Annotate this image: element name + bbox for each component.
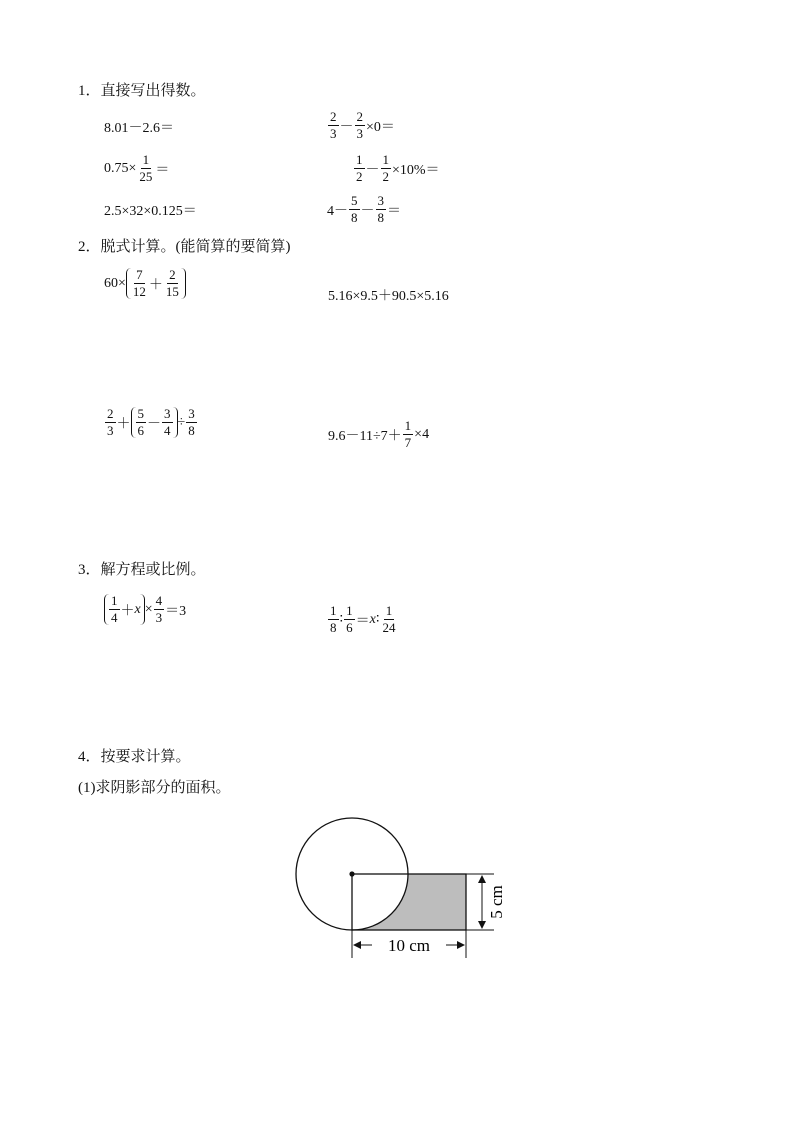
fraction: $\frac{5}{8}$ xyxy=(351,193,358,225)
expr-prefix: 60× xyxy=(104,275,126,291)
fraction: $\frac{1}{2}$ xyxy=(356,152,363,184)
expr-tail: ×10%＝ xyxy=(392,162,440,178)
fraction: $\frac{1}{7}$ xyxy=(404,418,412,450)
s1-item-e-text: 2.5×32×0.125＝ xyxy=(104,204,197,219)
fraction: $\frac{1}{24}$ xyxy=(382,603,396,635)
s1-item-c xyxy=(104,153,169,184)
fraction: $\frac{1}{8}$ xyxy=(330,603,337,635)
s1-item-a-text: 8.01－2.6＝ xyxy=(104,121,174,136)
s3-item-b xyxy=(327,604,399,635)
operator: ＋ xyxy=(148,277,163,293)
expr-prefix: 4－ xyxy=(327,203,348,219)
s1-item-d xyxy=(353,153,440,184)
expr-tail: ＝ xyxy=(387,203,401,219)
fraction: $\frac{1}{4}$ xyxy=(111,593,118,625)
fraction: $\frac{3}{4}$ xyxy=(164,406,171,438)
center-point xyxy=(349,871,354,876)
fraction: $\frac{1}{2}$ xyxy=(382,152,389,184)
s3-item-a xyxy=(104,594,186,625)
parenthesis-group xyxy=(104,594,145,625)
operator: － xyxy=(147,416,161,432)
operator: ÷ xyxy=(177,414,186,430)
parenthesis-group xyxy=(131,407,178,438)
expr-tail: ×4 xyxy=(414,426,430,442)
operator: ＋ xyxy=(120,603,135,619)
shaded-area-figure xyxy=(280,800,520,970)
s1-item-f xyxy=(327,194,401,225)
ratio-colon: ∶ xyxy=(375,612,380,627)
expr-prefix: 0.75× xyxy=(104,160,137,176)
expr-tail: ×0＝ xyxy=(366,119,395,135)
operator: × xyxy=(144,601,153,617)
operator: － xyxy=(339,119,354,135)
fraction: $\frac{1}{6}$ xyxy=(346,603,353,635)
variable-x: x xyxy=(134,601,141,617)
s2-item-d xyxy=(328,419,429,450)
operator: － xyxy=(365,162,380,178)
s2-item-b-text: 5.16×9.5＋90.5×5.16 xyxy=(328,289,449,304)
section2-heading: 2．脱式计算。(能简算的要简算) xyxy=(78,239,291,255)
fraction: $\frac{3}{8}$ xyxy=(188,406,195,438)
section1-heading: 1．直接写出得数。 xyxy=(78,83,206,99)
s1-item-a xyxy=(104,118,174,136)
section4-heading: 4．按要求计算。 xyxy=(78,749,191,765)
expr-prefix: 9.6－11÷7＋ xyxy=(328,428,402,444)
shaded-region xyxy=(352,874,466,930)
height-label: 5 cm xyxy=(487,885,506,919)
fraction: $\frac{2}{15}$ xyxy=(165,267,179,299)
s2-item-b xyxy=(328,286,449,304)
fraction: $\frac{4}{3}$ xyxy=(155,593,163,625)
fraction: $\frac{3}{8}$ xyxy=(377,193,384,225)
fraction: $\frac{2}{3}$ xyxy=(356,109,363,141)
s1-item-b xyxy=(327,110,395,141)
ratio-colon: ∶ xyxy=(339,612,344,627)
expr-tail: ＝ xyxy=(155,162,170,178)
fraction: $\frac{2}{3}$ xyxy=(330,109,337,141)
fraction: $\frac{5}{6}$ xyxy=(137,406,144,438)
variable-x: x xyxy=(369,611,376,627)
section4-subheading: (1)求阴影部分的面积。 xyxy=(78,780,231,796)
s2-item-a xyxy=(104,268,186,299)
fraction: $\frac{1}{25}$ xyxy=(139,152,153,184)
operator: ＋ xyxy=(116,416,131,432)
fraction: $\frac{7}{12}$ xyxy=(132,267,146,299)
s2-item-c xyxy=(104,407,198,438)
s1-item-e xyxy=(104,201,197,219)
expr-tail: ＝3 xyxy=(165,603,187,619)
operator: ＝ xyxy=(355,613,370,629)
width-label: 10 cm xyxy=(387,936,431,955)
fraction: $\frac{2}{3}$ xyxy=(107,406,114,438)
operator: － xyxy=(360,203,375,219)
section3-heading: 3．解方程或比例。 xyxy=(78,562,206,578)
parenthesis-group xyxy=(126,268,186,299)
